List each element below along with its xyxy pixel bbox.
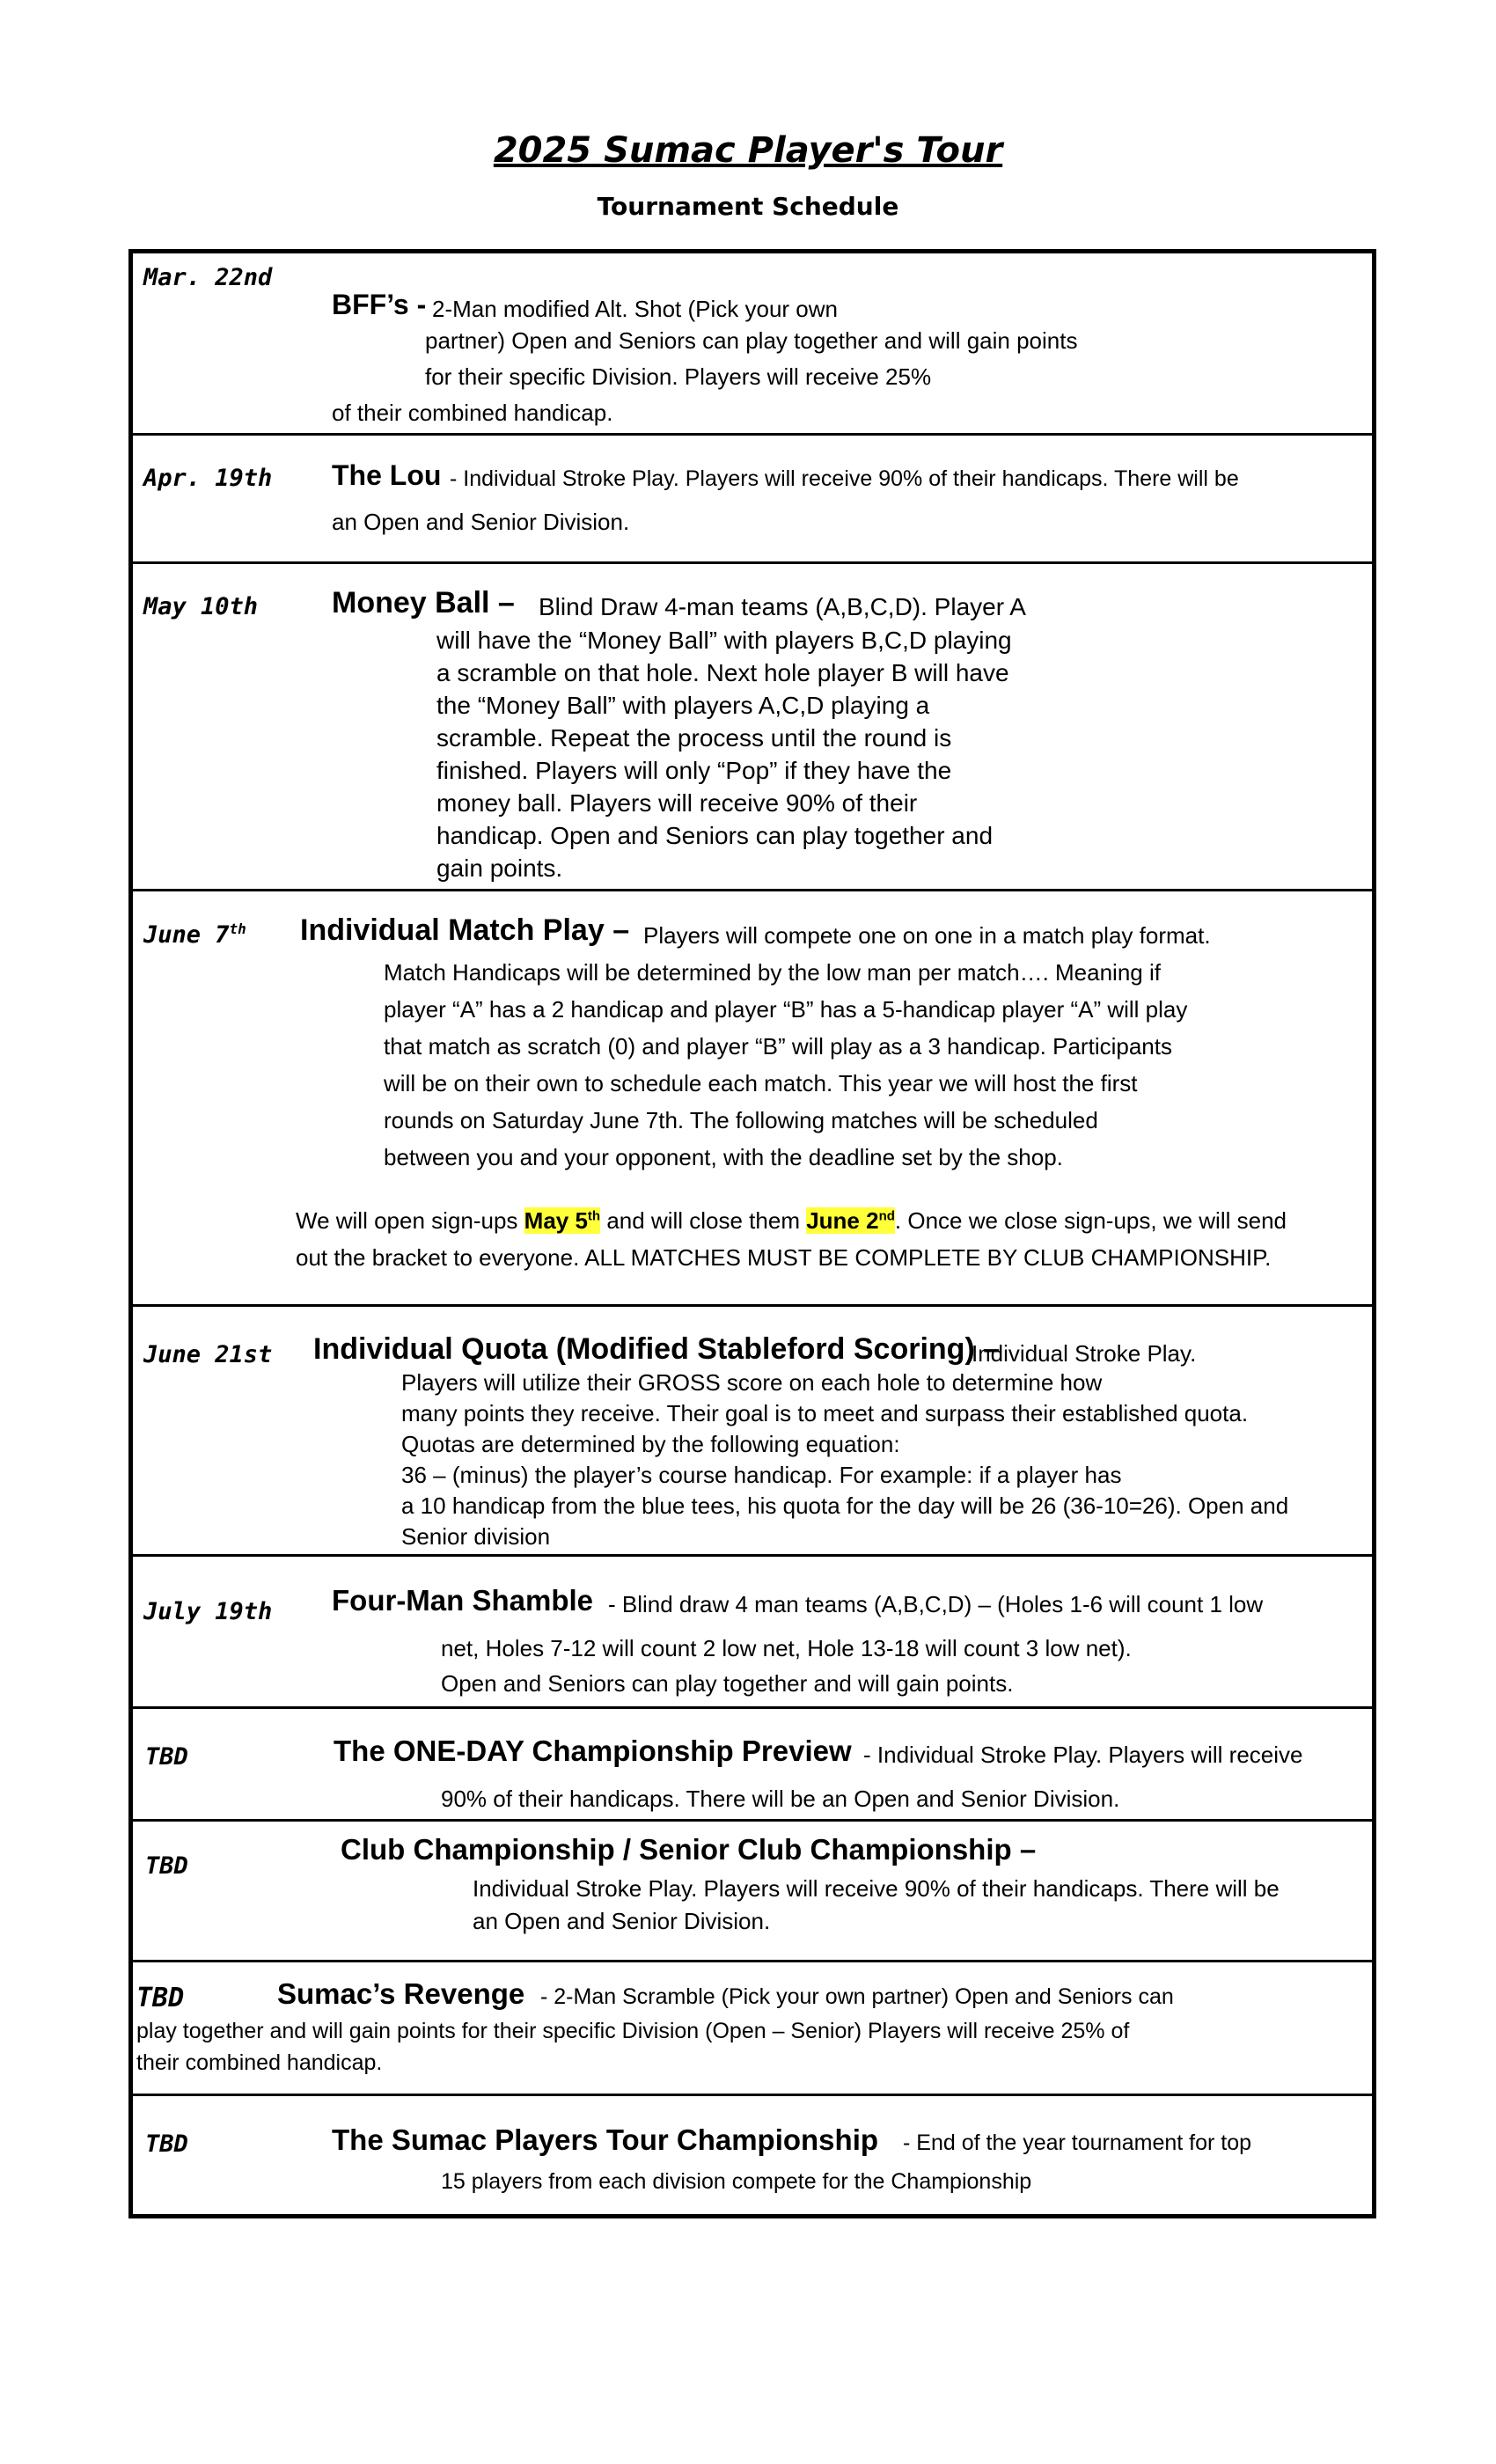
event-description: 2-Man modified Alt. Shot (Pick your own [432,296,838,322]
event-row [133,2094,1372,2218]
event-title: BFF’s - [332,289,427,320]
event-description: many points they receive. Their goal is to meet and surpass their established quota. [401,1400,1249,1426]
event-title: The ONE-DAY Championship Preview [334,1734,852,1767]
event-description: 36 – (minus) the player’s course handicap. For example: if a player has [401,1462,1122,1488]
event-description: an Open and Senior Division. [332,509,630,535]
event-description: a 10 handicap from the blue tees, his quota for the day will be 26 (36-10=26). Open and [401,1492,1289,1519]
event-title: Club Championship / Senior Club Championship – [341,1833,1037,1866]
event-description: Individual Stroke Play. Players will receive 90% of their handicaps. There will be [473,1875,1280,1902]
event-description: - Individual Stroke Play. Players will receive 90% of their handicaps. There will be [450,466,1239,491]
event-title: Individual Quota (Modified Stableford Scoring) – [313,1332,1001,1366]
event-row [133,433,1372,564]
event-date: TBD [145,1743,188,1771]
event-description: Match Handicaps will be determined by the low man per match…. Meaning if [384,959,1161,986]
event-description: Senior division [401,1523,551,1550]
event-description: will be on their own to schedule each match. This year we will host the first [384,1070,1138,1096]
event-description: between you and your opponent, with the deadline set by the shop. [384,1144,1063,1170]
event-description: Blind Draw 4-man teams (A,B,C,D). Player A [539,593,1026,620]
signup-open-date: May 5th [524,1207,601,1234]
event-row [133,1706,1372,1822]
event-date: Apr. 19th [143,465,273,492]
event-description: Players will compete one on one in a match play format. [643,922,1211,949]
event-description: gain points. [436,854,563,882]
event-description: that match as scratch (0) and player “B” will play as a 3 handicap. Participants [384,1033,1172,1060]
event-title: Money Ball – [332,586,515,620]
event-date: July 19th [143,1598,273,1625]
event-description: will have the “Money Ball” with players B,C,D playing [436,627,1012,654]
event-description: finished. Players will only “Pop” if they have the [436,757,952,784]
event-row [133,889,1372,1307]
event-title: The Lou [332,459,442,491]
event-description: scramble. Repeat the process until the round is [436,724,952,752]
event-description: net, Holes 7-12 will count 2 low net, Hole 13-18 will count 3 low net). [441,1635,1132,1661]
event-description: rounds on Saturday June 7th. The following matches will be scheduled [384,1107,1098,1133]
event-row [133,561,1372,891]
event-description: handicap. Open and Seniors can play together and [436,822,994,849]
event-date: June 7th [143,920,246,949]
event-description: partner) Open and Seniors can play together and will gain points [425,327,1078,354]
event-description: Players will utilize their GROSS score on each hole to determine how [401,1369,1103,1396]
signup-close-date: June 2nd [806,1207,895,1234]
event-title: Individual Match Play – [300,913,630,947]
schedule-table [128,249,1376,2218]
page-title: 2025 Sumac Player's Tour [493,130,1003,171]
event-row [133,1554,1372,1709]
event-description: play together and will gain points for their specific Division (Open – Senior) Players will receive 25% of [136,2019,1130,2043]
event-description: a scramble on that hole. Next hole player B will have [436,659,1009,686]
event-description: Open and Seniors can play together and will gain points. [441,1670,1014,1697]
event-description: an Open and Senior Division. [473,1908,771,1934]
event-row [133,1304,1372,1557]
event-date: June 21st [143,1341,273,1368]
event-date: TBD [145,1852,188,1880]
event-date: Mar. 22nd [143,264,273,291]
event-description: - Individual Stroke Play. Players will receive [863,1742,1303,1768]
event-description: - Blind draw 4 man teams (A,B,C,D) – (Holes 1-6 will count 1 low [608,1591,1264,1617]
event-description: money ball. Players will receive 90% of their [436,789,918,817]
event-date: May 10th [143,593,259,620]
event-description: for their specific Division. Players will receive 25% [425,363,932,390]
event-date: TBD [136,1983,185,2013]
event-row [133,1960,1372,2096]
event-description: the “Money Ball” with players A,C,D playing a [436,692,930,719]
event-description: 15 players from each division compete for the Championship [441,2169,1032,2194]
page-subtitle: Tournament Schedule [597,192,899,221]
event-title: Four-Man Shamble [332,1584,594,1617]
event-date: TBD [145,2130,188,2158]
event-description: Individual Stroke Play. [972,1340,1197,1367]
event-description: of their combined handicap. [332,400,613,426]
event-description: player “A” has a 2 handicap and player “B” has a 5-handicap player “A” will play [384,996,1188,1023]
signup-note: out the bracket to everyone. ALL MATCHES MUST BE COMPLETE BY CLUB CHAMPIONSHIP. [296,1244,1272,1271]
event-title: The Sumac Players Tour Championship [332,2123,879,2156]
event-description: Quotas are determined by the following equation: [401,1431,900,1457]
event-description: - 2-Man Scramble (Pick your own partner) Open and Seniors can [540,1984,1174,2009]
event-row [133,1819,1372,1962]
event-row [133,253,1372,436]
event-title: Sumac’s Revenge [277,1977,525,2010]
signup-note: We will open sign-ups May 5th and will close them June 2nd. Once we close sign-ups, we will send [296,1207,1287,1234]
event-description: - End of the year tournament for top [903,2130,1252,2155]
event-description: 90% of their handicaps. There will be an Open and Senior Division. [441,1786,1120,1812]
event-description: their combined handicap. [136,2050,383,2075]
